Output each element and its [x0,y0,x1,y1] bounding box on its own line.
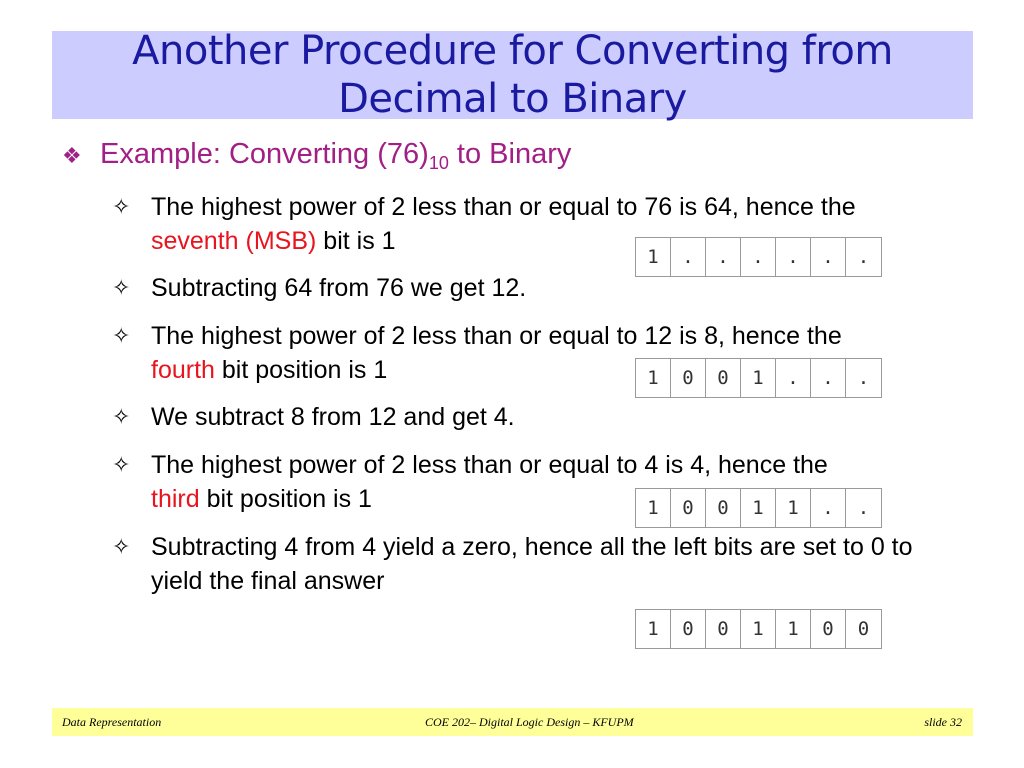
diamond-bullet-icon: ❖ [62,143,82,168]
slide-title [52,27,973,123]
bit-cell: 1 [741,489,776,527]
bit-cell: 0 [706,489,741,527]
bit-table [635,488,882,528]
example-heading [62,138,571,171]
highlight-text: seventh (MSB) [151,227,317,255]
list-item-text: The highest power of 2 less than or equal to 4 is 4, hence the third bit position is 1 [151,451,828,513]
bit-cell: . [776,359,811,397]
list-item-text: We subtract 8 from 12 and get 4. [151,403,515,431]
bit-cell: . [811,238,846,276]
bit-cell: . [811,489,846,527]
title-line-2: Decimal to Binary [338,76,687,122]
title-line-1: Another Procedure for Converting from [132,28,893,74]
list-item-text: The highest power of 2 less than or equal to 12 is 8, hence the fourth bit position is 1 [151,322,842,384]
bit-cell: 0 [671,610,706,648]
footer-slide-number: slide 32 [924,715,962,729]
highlight-text: fourth [151,356,215,384]
list-item [112,400,972,434]
highlight-text: third [151,485,200,513]
bit-cell: 1 [741,359,776,397]
bit-cell: 0 [671,489,706,527]
bit-cell: 0 [706,610,741,648]
bit-cell: . [741,238,776,276]
footer-left: Data Representation [62,715,162,729]
bit-cell: . [857,246,870,268]
four-point-star-icon: ✧ [112,404,131,429]
bit-cell: . [671,238,706,276]
bit-table [635,358,882,398]
bit-cell: 0 [811,610,846,648]
four-point-star-icon: ✧ [112,194,131,219]
four-point-star-icon: ✧ [112,275,131,300]
four-point-star-icon: ✧ [112,452,131,477]
bit-cell: 0 [706,359,741,397]
bit-cell: . [706,238,741,276]
list-item [112,271,972,305]
example-subscript: 10 [428,153,449,173]
bit-cell: . [857,367,870,389]
bit-cell: 1 [636,489,671,527]
bit-cell: 0 [671,359,706,397]
bit-cell: . [776,238,811,276]
slide-footer [52,708,973,736]
bit-cell: 1 [636,238,671,276]
bit-cell: 1 [636,359,671,397]
four-point-star-icon: ✧ [112,534,131,559]
bit-cell: . [857,497,870,519]
list-item-text: The highest power of 2 less than or equal to 76 is 64, hence the seventh (MSB) bit is 1 [151,193,856,255]
bit-cell: 1 [636,610,671,648]
bit-cell: 1 [776,610,811,648]
example-prefix: Example: Converting (76) [100,138,429,170]
bit-table [635,609,882,649]
bit-cell: 1 [776,489,811,527]
bit-cell: 0 [857,618,870,640]
list-item [112,530,962,598]
example-suffix: to Binary [448,138,572,170]
list-item-text: Subtracting 4 from 4 yield a zero, hence all the left bits are set to 0 to yield the final answer [151,533,913,595]
list-item-text: Subtracting 64 from 76 we get 12. [151,274,527,302]
footer-center: COE 202– Digital Logic Design – KFUPM [425,715,634,729]
bit-cell: 1 [741,610,776,648]
four-point-star-icon: ✧ [112,323,131,348]
bit-cell: . [811,359,846,397]
